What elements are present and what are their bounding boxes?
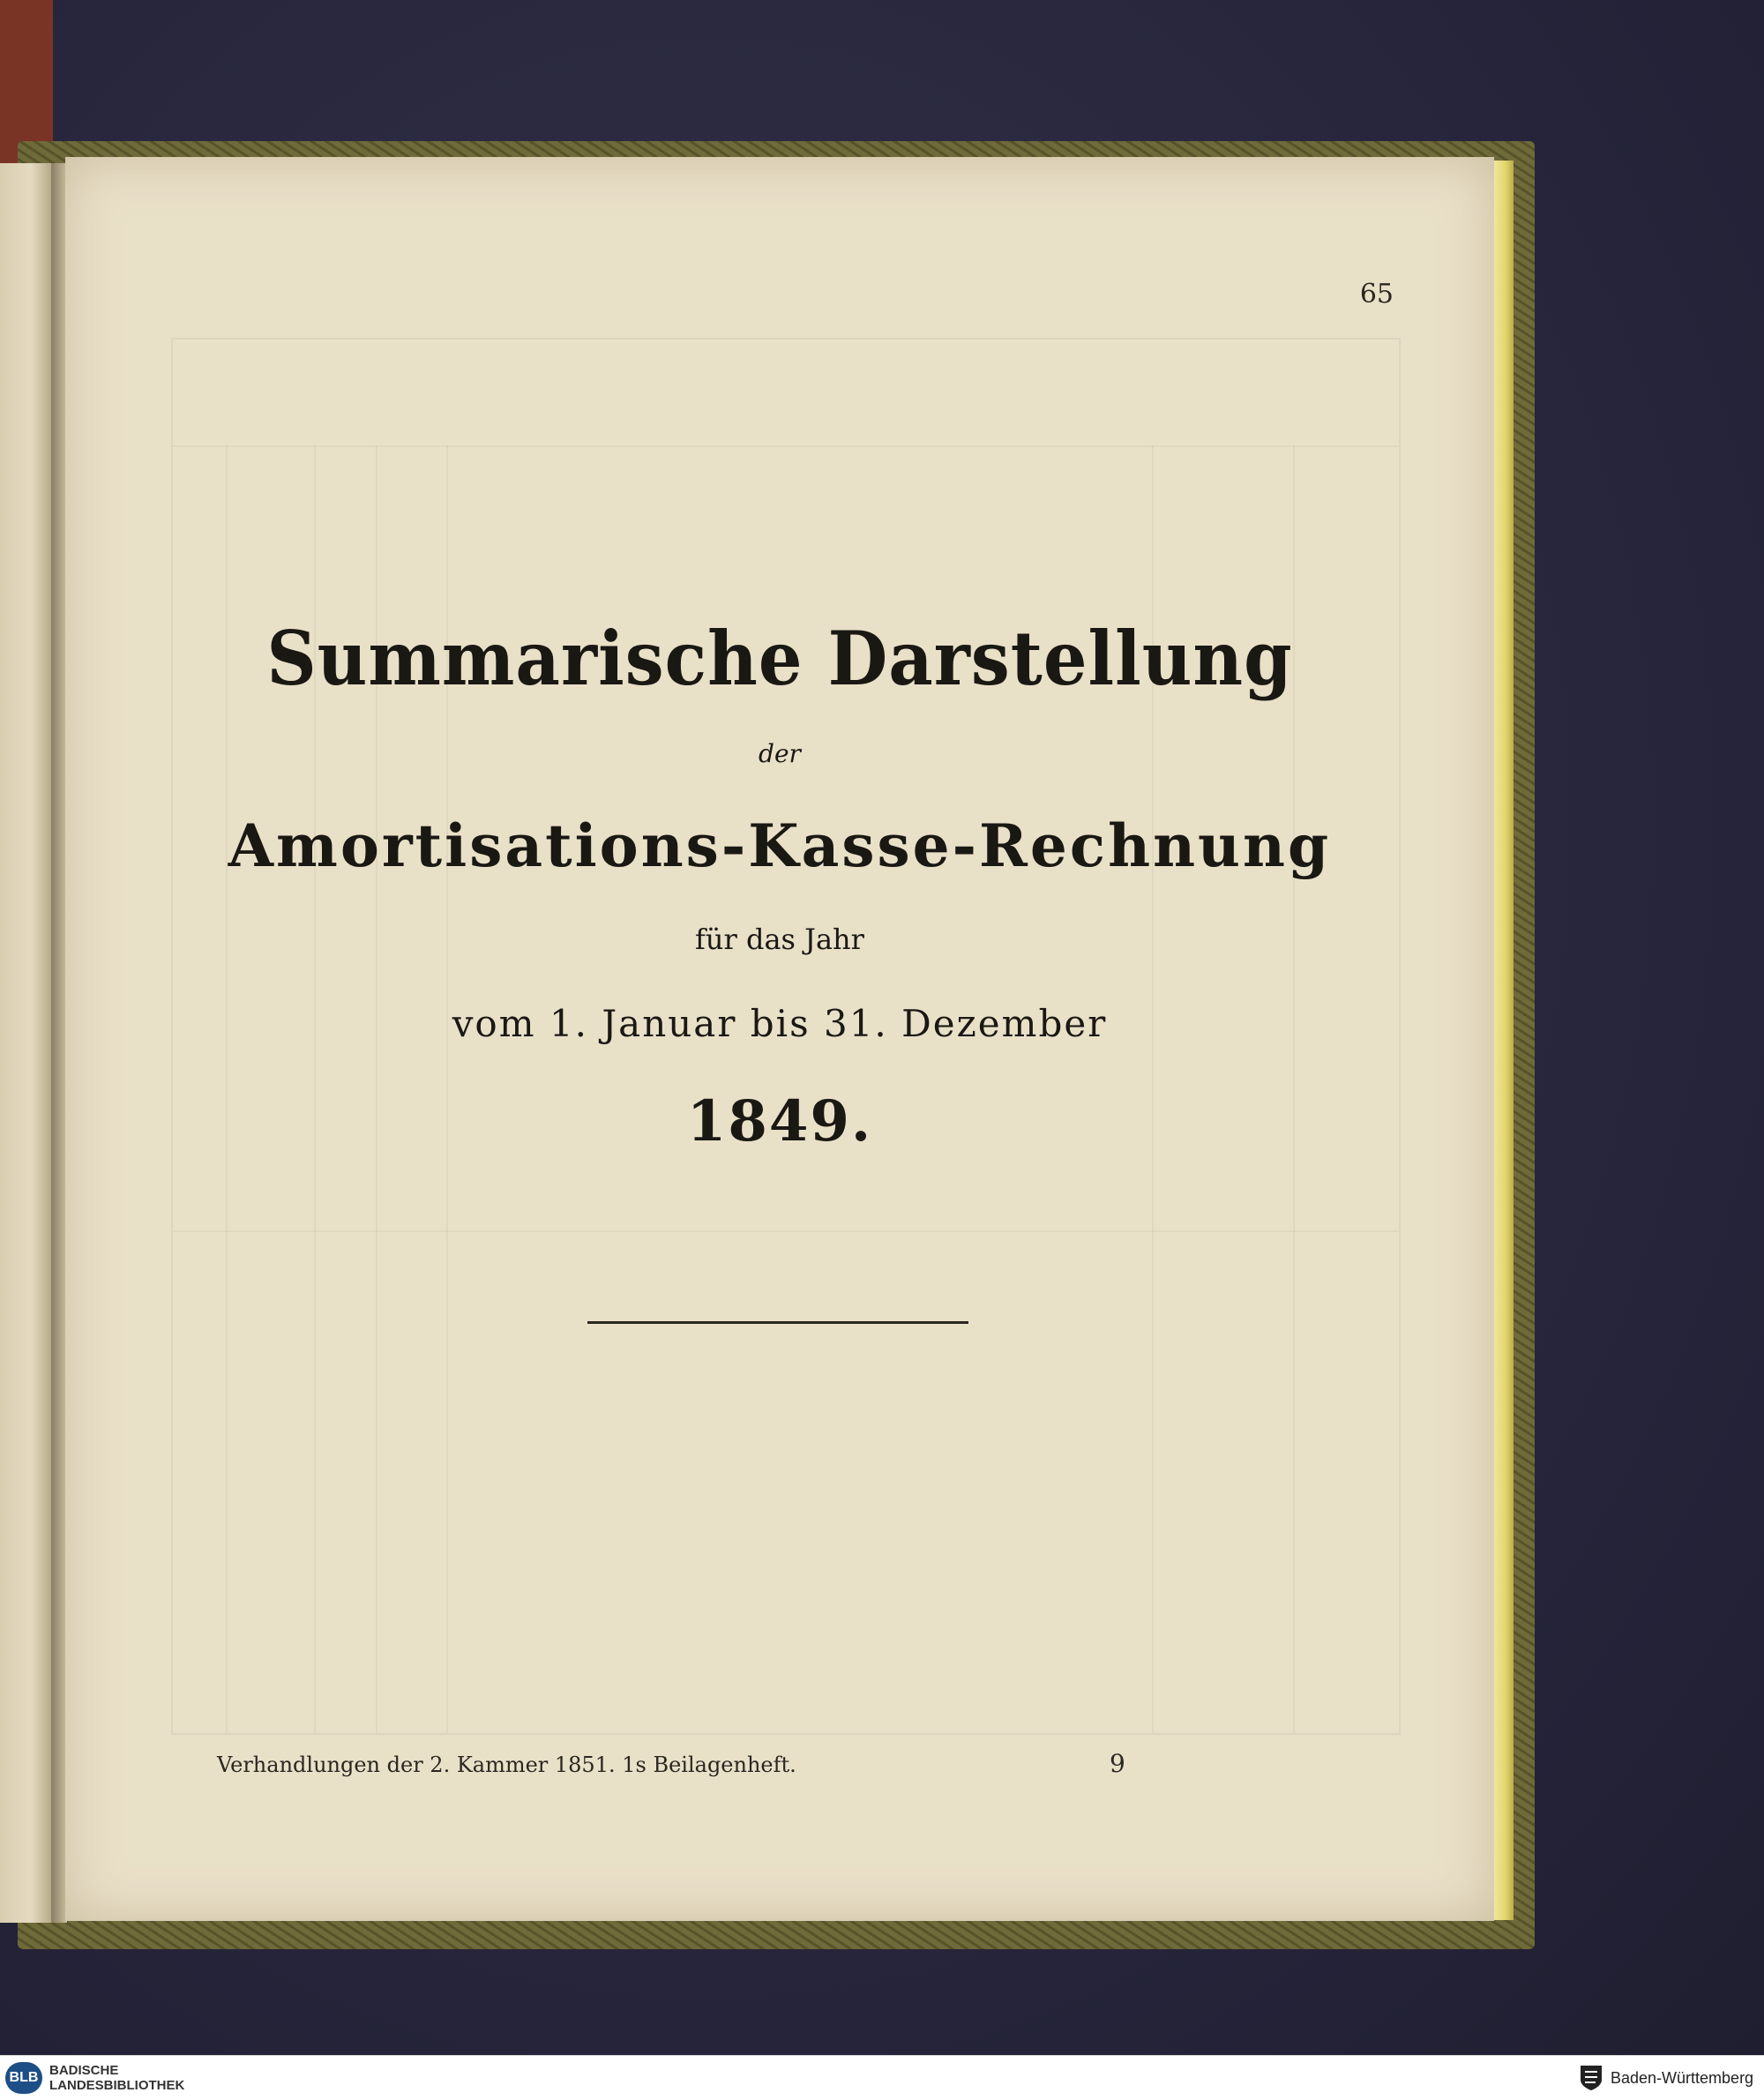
page-subtitle: Amortisations-Kasse-Rechnung bbox=[228, 811, 1332, 880]
viewer-bottom-bar bbox=[0, 2055, 1764, 2100]
library-name[interactable] bbox=[49, 2063, 184, 2093]
date-range-text: vom 1. Januar bis 31. Dezember bbox=[452, 1002, 1108, 1045]
library-name-line1: BADISCHE bbox=[49, 2063, 119, 2078]
blb-logo[interactable]: BLB bbox=[5, 2062, 42, 2094]
left-page-edge bbox=[0, 163, 51, 1923]
lion-crest-icon bbox=[1579, 2064, 1603, 2092]
page-title: Summarische Darstellung bbox=[266, 616, 1293, 703]
year-text: 1849. bbox=[686, 1088, 873, 1155]
state-name[interactable]: Baden-Württemberg bbox=[1611, 2069, 1754, 2087]
page-fore-edge bbox=[1494, 161, 1514, 1920]
library-name-line2: LANDESBIBLIOTHEK bbox=[49, 2078, 185, 2093]
for-year-text: für das Jahr bbox=[695, 923, 864, 956]
page-number: 65 bbox=[1359, 279, 1394, 310]
horizontal-rule bbox=[587, 1321, 968, 1324]
footer-publication: Verhandlungen der 2. Kammer 1851. 1s Beilagenheft. bbox=[217, 1752, 796, 1777]
connector-text: der bbox=[759, 739, 801, 768]
footer-sheet-number: 9 bbox=[1110, 1749, 1125, 1778]
